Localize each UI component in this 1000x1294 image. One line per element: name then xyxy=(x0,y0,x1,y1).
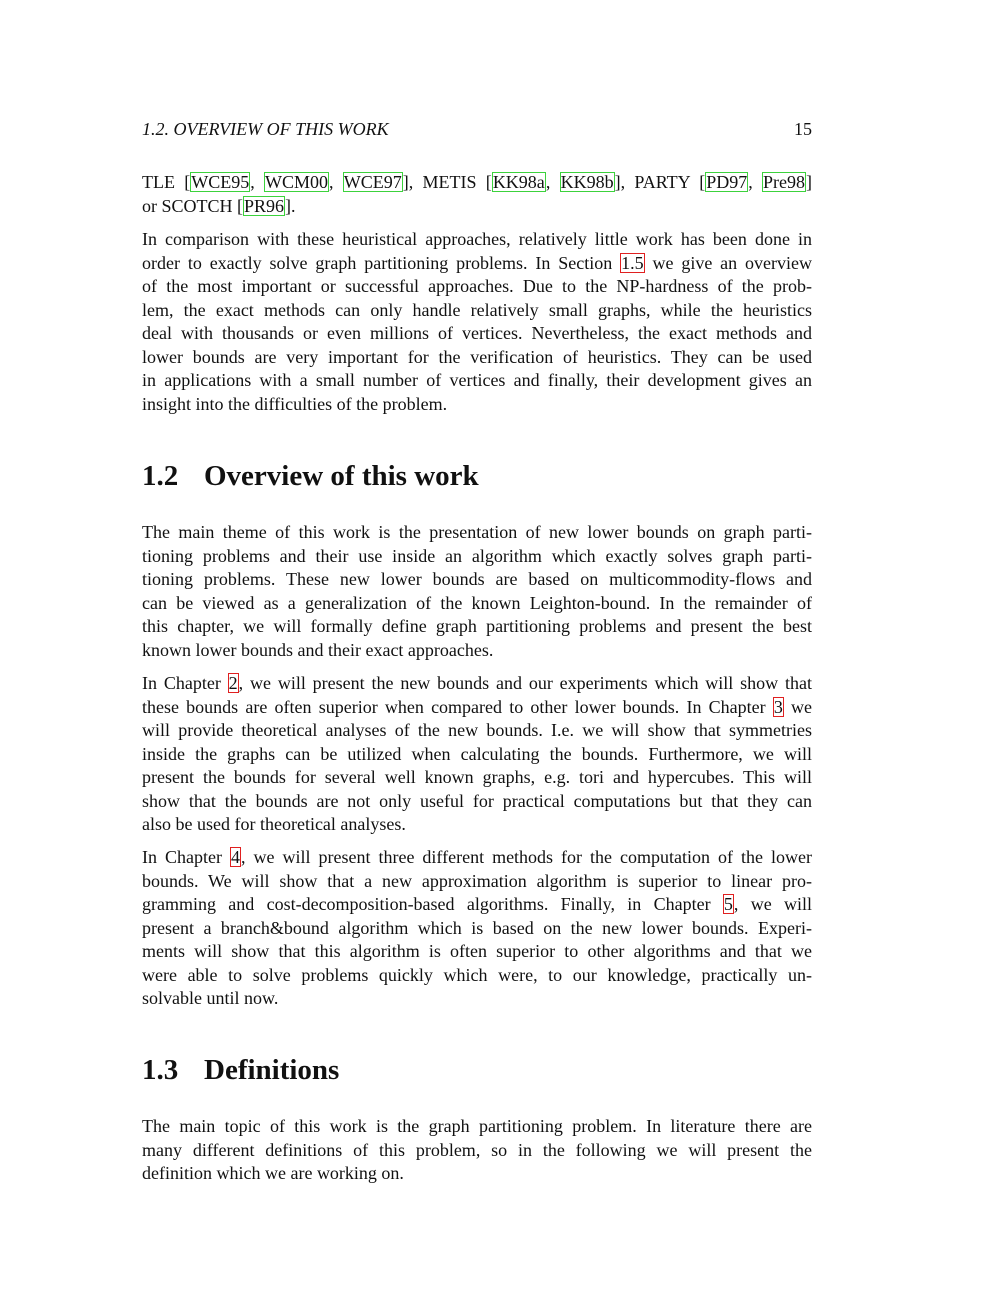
chapter-ref-link[interactable]: 5 xyxy=(723,894,733,914)
text-line: can be viewed as a generalization of the known Leighton-bound. In the remainder of xyxy=(142,592,812,613)
section-number: 1.3 xyxy=(142,1054,179,1086)
paragraph-main-theme xyxy=(142,521,812,662)
text-line: this chapter, we will formally define graph partitioning problems and present the best xyxy=(142,616,812,636)
running-header-section: 1.2. OVERVIEW OF THIS WORK xyxy=(142,119,389,139)
section-number: 1.2 xyxy=(142,460,179,492)
text-line: In Chapter 2, we will present the new bounds and our experiments which will show that xyxy=(142,673,812,693)
text-line: of the most important or successful approaches. Due to the NP-hardness of the prob- xyxy=(142,276,812,296)
citation-link[interactable]: WCM00 xyxy=(265,172,329,192)
text-line: inside the graphs can be utilized when calculating the bounds. Furthermore, we will xyxy=(142,743,812,764)
text-line: lem, the exact methods can only handle relatively small graphs, while the heuristics xyxy=(142,299,812,320)
text-line: many different definitions of this problem, so in the following we will present the xyxy=(142,1139,812,1160)
paragraph-definitions xyxy=(142,1115,812,1186)
chapter-ref-link[interactable]: 3 xyxy=(773,696,783,717)
section-ref-link[interactable]: 1.5 xyxy=(621,252,644,273)
text-line: In Chapter 4, we will present three different methods for the computation of the lower xyxy=(142,847,812,867)
text-line: present the bounds for several well known graphs, e.g. tori and hypercubes. This will xyxy=(142,767,812,787)
section-title: Overview of this work xyxy=(204,460,479,492)
text-line: order to exactly solve graph partitioning problems. In Section 1.5 we give an overview xyxy=(142,252,812,273)
text-line: deal with thousands or even millions of vertices. Nevertheless, the exact methods and xyxy=(142,323,812,343)
text-line: will provide theoretical analyses of the new bounds. I.e. we will show that symmetries xyxy=(142,720,812,740)
citation-link[interactable]: WCE95 xyxy=(191,172,250,192)
text-line: in applications with a small number of vertices and finally, their development gives an xyxy=(142,370,812,390)
paragraph-chapter-2-3 xyxy=(142,672,812,837)
text-line: known lower bounds and their exact approaches. xyxy=(142,639,494,660)
citation-link[interactable]: Pre98 xyxy=(763,172,805,192)
paragraph-continuation xyxy=(142,171,812,218)
text-line: show that the bounds are not only useful for practical computations but that they can xyxy=(142,790,812,811)
citation-link[interactable]: KK98b xyxy=(560,172,614,192)
citation-link[interactable]: WCE97 xyxy=(343,172,402,192)
chapter-ref-link[interactable]: 2 xyxy=(228,673,238,693)
text-line: were able to solve problems quickly which were, to our knowledge, practically un- xyxy=(142,964,812,985)
text-line: insight into the difficulties of the problem. xyxy=(142,393,448,414)
citation-link[interactable]: PR96 xyxy=(244,195,285,216)
text-line: or SCOTCH [PR96]. xyxy=(142,195,296,216)
text-line: TLE [WCE95, WCM00, WCE97], METIS [KK98a, KK98b], PARTY [PD97, Pre98] xyxy=(142,172,812,192)
section-title: Definitions xyxy=(204,1054,340,1086)
paragraph-chapter-4-5 xyxy=(142,846,812,1011)
text-line: In comparison with these heuristical approaches, relatively little work has been done in xyxy=(142,229,812,249)
section-heading-1-2 xyxy=(142,458,479,494)
text-line: tioning problems and their use inside an algorithm which exactly solves graph parti- xyxy=(142,545,812,566)
text-line: present a branch&bound algorithm which is based on the new lower bounds. Experi- xyxy=(142,917,812,938)
text-line: ments will show that this algorithm is often superior to other algorithms and that we xyxy=(142,941,812,961)
text-line: these bounds are often superior when compared to other lower bounds. In Chapter 3 we xyxy=(142,696,812,717)
citation-link[interactable]: KK98a xyxy=(492,172,545,192)
text-line: bounds. We will show that a new approximation algorithm is superior to linear pro- xyxy=(142,870,812,891)
text-line: tioning problems. These new lower bounds are based on multicommodity-flows and xyxy=(142,569,812,589)
chapter-ref-link[interactable]: 4 xyxy=(230,847,240,867)
text-line: definition which we are working on. xyxy=(142,1163,404,1183)
running-header xyxy=(142,119,812,143)
text-line: The main theme of this work is the presentation of new lower bounds on graph parti- xyxy=(142,522,812,542)
paragraph-comparison xyxy=(142,228,812,416)
text-line: gramming and cost-decomposition-based algorithms. Finally, in Chapter 5, we will xyxy=(142,894,812,914)
text-line: solvable until now. xyxy=(142,988,279,1008)
page-number: 15 xyxy=(794,119,812,139)
text-line: lower bounds are very important for the verification of heuristics. They can be used xyxy=(142,346,812,367)
text-line: also be used for theoretical analyses. xyxy=(142,814,406,834)
text-line: The main topic of this work is the graph partitioning problem. In literature there are xyxy=(142,1116,812,1136)
section-heading-1-3 xyxy=(142,1052,339,1088)
citation-link[interactable]: PD97 xyxy=(706,172,748,192)
